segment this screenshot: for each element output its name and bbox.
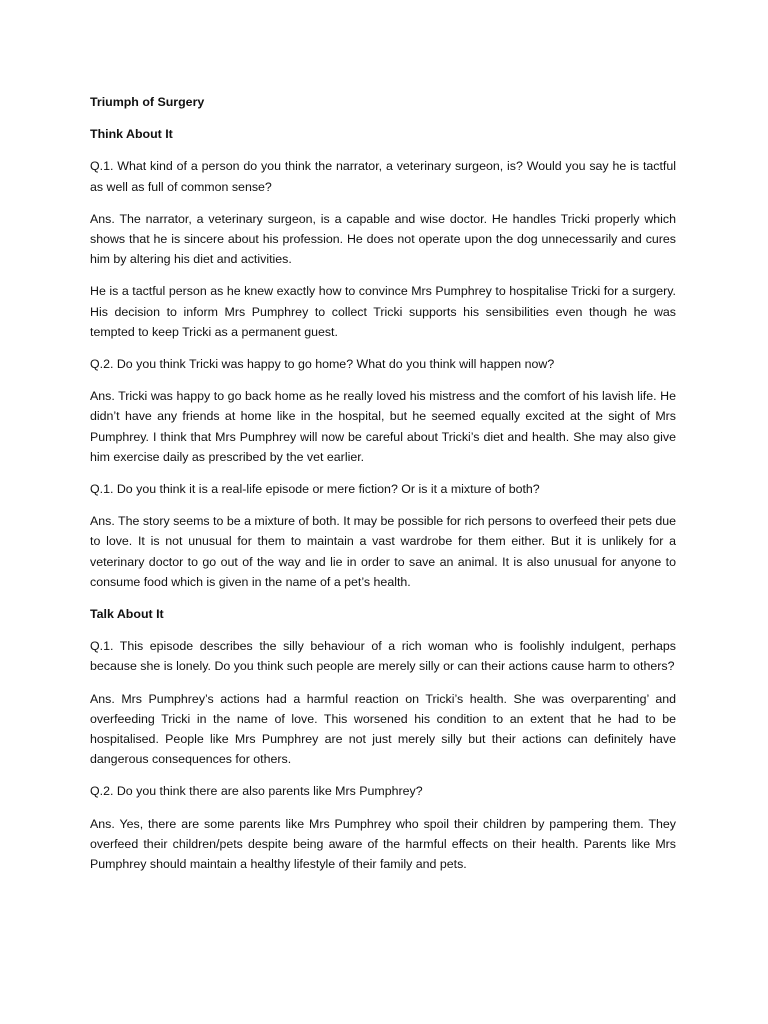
question-paragraph: Q.2. Do you think Tricki was happy to go home? What do you think will happen now? xyxy=(90,357,555,372)
section-heading-talk-about-it: Talk About It xyxy=(90,607,164,622)
question-paragraph: Q.1. What kind of a person do you think the narrator, a veterinary surgeon, is? Would you say he is tactful as well as full of common sense? xyxy=(90,159,676,194)
answer-paragraph: Ans. Yes, there are some parents like Mrs Pumphrey who spoil their children by pampering them. They overfeed their children/pets despite being aware of the harmful effects on their health. Parents like Mrs Pumphrey should maintain a healthy lifestyle of their family and pets. xyxy=(90,816,676,872)
answer-paragraph: Ans. The narrator, a veterinary surgeon, is a capable and wise doctor. He handles Tricki properly which shows that he is sincere about his profession. He does not operate upon the dog unnecessarily and cures him by altering his diet and activities. xyxy=(90,211,676,267)
question-paragraph: Q.2. Do you think there are also parents like Mrs Pumphrey? xyxy=(90,784,423,799)
answer-paragraph: He is a tactful person as he knew exactly how to convince Mrs Pumphrey to hospitalise Tricki for a surgery. His decision to inform Mrs Pumphrey to collect Tricki supports his sensibilities even though he was tempted to keep Tricki as a permanent guest. xyxy=(90,284,676,339)
question-paragraph: Q.1. Do you think it is a real-life episode or mere fiction? Or is it a mixture of both? xyxy=(90,482,540,497)
answer-paragraph: Ans. The story seems to be a mixture of both. It may be possible for rich persons to overfeed their pets due to love. It is not unusual for them to maintain a vast wardrobe for them either. But it is unlikely for a veterinary doctor to go out of the way and lie in order to save an animal. It is also unusual for anyone to consume food which is given in the name of a pet’s health. xyxy=(90,514,676,589)
question-paragraph: Q.1. This episode describes the silly behaviour of a rich woman who is foolishly indulgent, perhaps because she is lonely. Do you think such people are merely silly or can their actions cause harm to others? xyxy=(90,639,676,674)
document-page xyxy=(90,92,676,886)
document-title: Triumph of Surgery xyxy=(90,95,205,109)
answer-paragraph: Ans. Mrs Pumphrey’s actions had a harmful reaction on Tricki’s health. She was overparenting’ and overfeeding Tricki in the name of love. This worsened his condition to an extent that he had to be hospitalised. People like Mrs Pumphrey are not just merely silly but their actions can definitely have dangerous consequences for others. xyxy=(90,691,676,767)
answer-paragraph: Ans. Tricki was happy to go back home as he really loved his mistress and the comfort of his lavish life. He didn’t have any friends at home like in the hospital, but he seemed equally excited at the sight of Mrs Pumphrey. I think that Mrs Pumphrey will now be careful about Tricki’s diet and health. She may also give him exercise daily as prescribed by the vet earlier. xyxy=(90,389,676,464)
section-heading-think-about-it: Think About It xyxy=(90,127,173,142)
